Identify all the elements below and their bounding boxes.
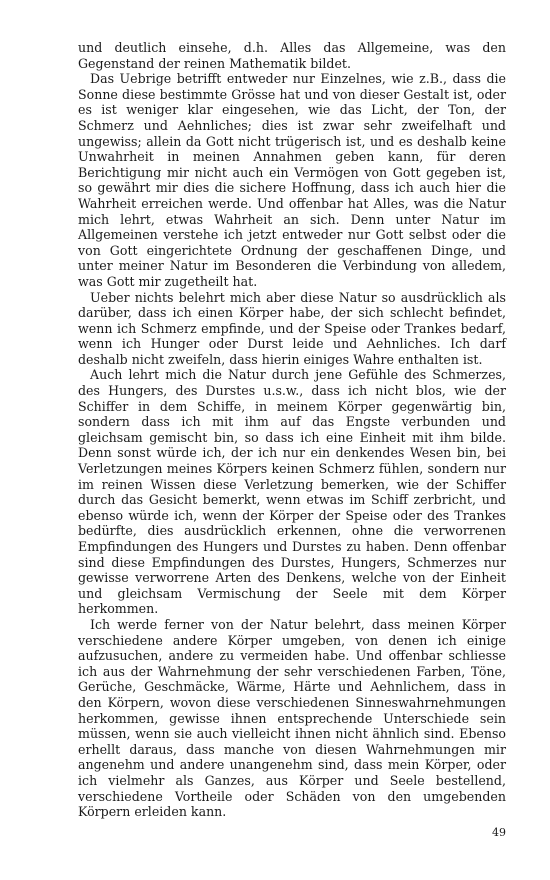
paragraph-nature-teaches-truth: Das Uebrige betrifft entweder nur Einzelnes, wie z.B., dass die Sonne diese bestimmte Grösse hat und von dieser Gestalt ist, oder es ist weniger klar eingesehen, wie das Licht, der Ton, der Schmerz und Aehnliches; dies ist zwar sehr zweifelhaft und ungewiss; allein da Gott nicht trügerisch ist, und es deshalb keine Unwahrheit in meinen Annahmen geben kann, für deren Berichtigung mir nicht auch ein Vermögen von Gott gegeben ist, so gewährt mir dies die sichere Hoffnung, dass ich auch hier die Wahrheit erreichen werde. Und offenbar hat Alles, was die Natur mich lehrt, etwas Wahrheit an sich. Denn unter Natur im Allgemeinen verstehe ich jetzt entweder nur Gott selbst oder die von Gott eingerichtete Ordnung der geschaffenen Dinge, und unter meiner Natur im Besonderen die Verbindung von alledem, was Gott mir zugetheilt hat. xyxy=(78,71,506,289)
page-body xyxy=(78,40,506,820)
paragraph-continuation: und deutlich einsehe, d.h. Alles das Allgemeine, was den Gegenstand der reinen Mathematik bildet. xyxy=(78,40,506,71)
page-number: 49 xyxy=(492,826,506,839)
paragraph-body-evidence: Ueber nichts belehrt mich aber diese Natur so ausdrücklich als darüber, dass ich einen Körper habe, der sich schlecht befindet, wenn ich Schmerz empfinde, und der Speise oder Trankes bedarf, wenn ich Hunger oder Durst leide und Aehnliches. Ich darf deshalb nicht zweifeln, dass hierin einiges Wahre enthalten ist. xyxy=(78,289,506,367)
paragraph-mind-body-union: Auch lehrt mich die Natur durch jene Gefühle des Schmerzes, des Hungers, des Durstes u.s.w., dass ich nicht blos, wie der Schiffer in dem Schiffe, in meinem Körper gegenwärtig bin, sondern dass ich mit ihm auf das Engste verbunden und gleichsam gemischt bin, so dass ich eine Einheit mit ihm bilde. Denn sonst würde ich, der ich nur ein denkendes Wesen bin, bei Verletzungen meines Körpers keinen Schmerz fühlen, sondern nur im reinen Wissen diese Verletzung bemerken, wie der Schiffer durch das Gesicht bemerkt, wenn etwas im Schiff zerbricht, und ebenso würde ich, wenn der Körper der Speise oder des Trankes bedürfte, dies ausdrücklich erkennen, ohne die verworrenen Empfindungen des Hungers und Durstes zu haben. Denn offenbar sind diese Empfindungen des Durstes, Hungers, Schmerzes nur gewisse verworrene Arten des Denkens, welche von der Einheit und gleichsam Vermischung der Seele mit dem Körper herkommen. xyxy=(78,367,506,617)
paragraph-surrounding-bodies: Ich werde ferner von der Natur belehrt, dass meinen Körper verschiedene andere Körper umgeben, von denen ich einige aufzusuchen, andere zu vermeiden habe. Und offenbar schliesse ich aus der Wahrnehmung der sehr verschiedenen Farben, Töne, Gerüche, Geschmäcke, Wärme, Härte und Aehnlichem, dass in den Körpern, wovon diese verschiedenen Sinneswahrnehmungen herkommen, gewisse ihnen entsprechende Unterschiede sein müssen, wenn sie auch vielleicht ihnen nicht ähnlich sind. Ebenso erhellt daraus, dass manche von diesen Wahrnehmungen mir angenehm und andere unangenehm sind, dass mein Körper, oder ich vielmehr als Ganzes, aus Körper und Seele bestellend, verschiedene Vortheile oder Schäden von den umgebenden Körpern erleiden kann. xyxy=(78,616,506,820)
